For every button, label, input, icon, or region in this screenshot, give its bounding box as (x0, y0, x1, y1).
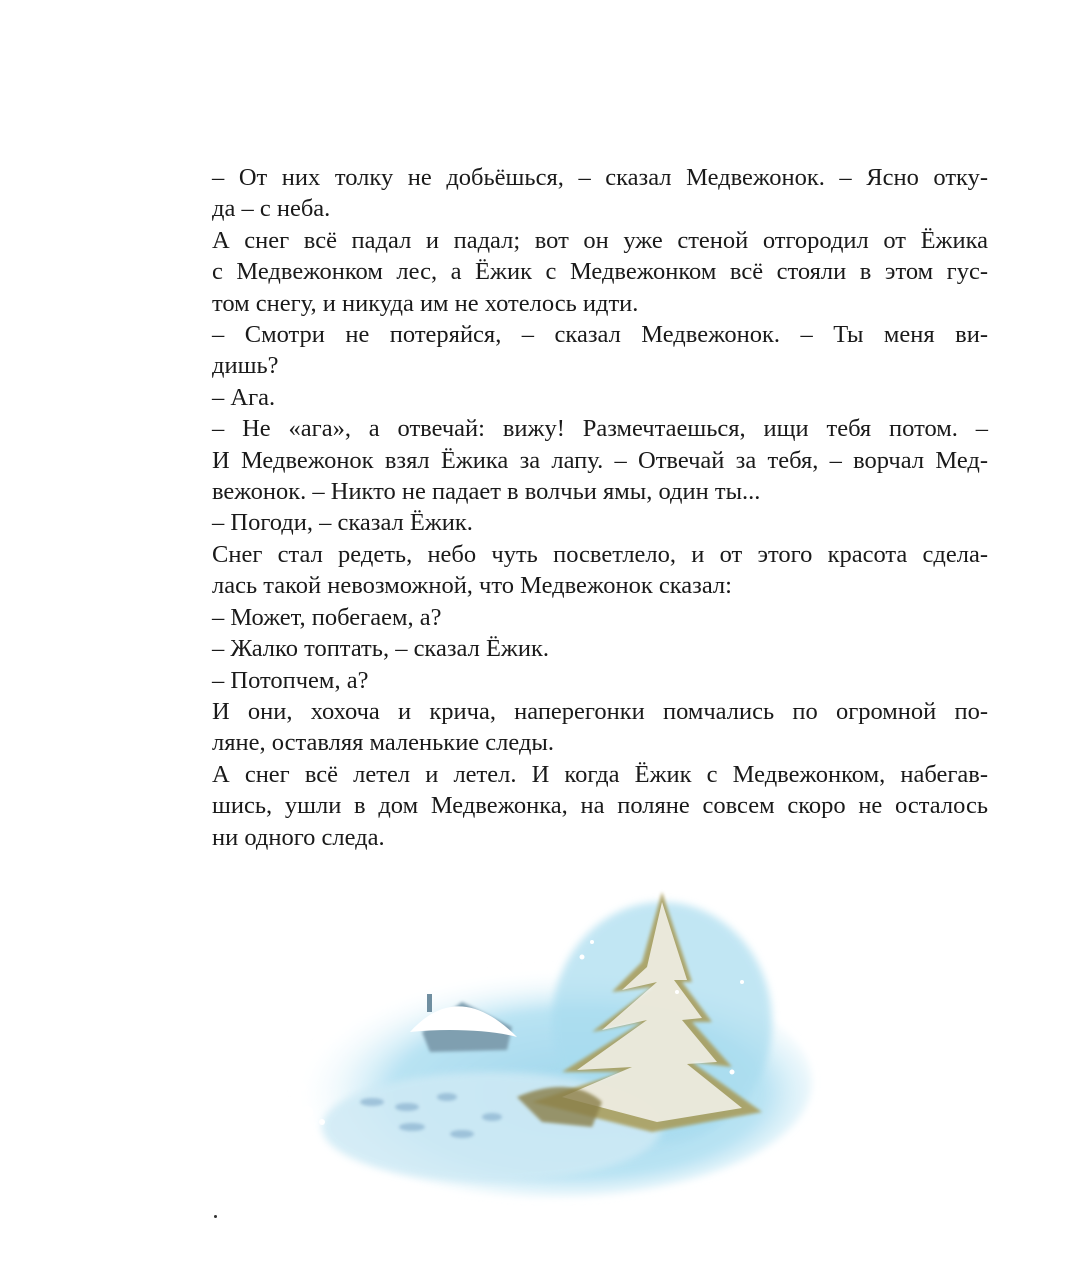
paragraph (212, 759, 988, 853)
story-text (212, 162, 988, 853)
paragraph (212, 602, 988, 633)
text-line: том снегу, и никуда им не хотелось идти. (212, 289, 639, 317)
text-line: – От них толку не добьёшься, – сказал Медвежонок. – Ясно отку- (212, 164, 988, 191)
winter-illustration (262, 872, 822, 1212)
text-line: – Ага. (212, 383, 276, 411)
paragraph (212, 633, 988, 664)
text-line: вежонок. – Никто не падает в волчьи ямы, один ты... (212, 478, 761, 506)
text-line: шись, ушли в дом Медвежонка, на поляне совсем скоро не осталось (212, 792, 988, 820)
text-line: лась такой невозможной, что Медвежонок сказал: (212, 572, 732, 600)
paragraph (212, 507, 988, 538)
text-line: А снег всё падал и падал; вот он уже стеной отгородил от Ёжика (212, 226, 988, 254)
text-line: И Медвежонок взял Ёжика за лапу. – Отвечай за тебя, – ворчал Мед- (212, 446, 988, 474)
paragraph (212, 225, 988, 319)
text-line: с Медвежонком лес, а Ёжик с Медвежонком всё стояли в этом гус- (212, 258, 988, 286)
text-line: дишь? (212, 352, 279, 380)
text-line: да – с неба. (212, 195, 331, 223)
paragraph (212, 696, 988, 759)
text-line: Снег стал редеть, небо чуть посветлело, и от этого красота сдела- (212, 540, 988, 568)
text-line: – Погоди, – сказал Ёжик. (212, 509, 473, 537)
paragraph (212, 382, 988, 413)
page-speck (214, 1215, 217, 1218)
text-line: – Не «ага», а отвечай: вижу! Размечтаешься, ищи тебя потом. – (212, 415, 988, 443)
paragraph (212, 413, 988, 507)
paragraph (212, 319, 988, 382)
text-line: А снег всё летел и летел. И когда Ёжик с Медвежонком, набегав- (212, 760, 988, 788)
text-line: – Смотри не потеряйся, – сказал Медвежонок. – Ты меня ви- (212, 321, 988, 349)
text-line: ляне, оставляя маленькие следы. (212, 729, 555, 757)
text-line: – Жалко топтать, – сказал Ёжик. (212, 635, 549, 663)
paragraph (212, 665, 988, 696)
text-line: – Потопчем, а? (212, 666, 369, 694)
text-line: – Может, побегаем, а? (212, 603, 442, 631)
paragraph (212, 162, 988, 225)
text-line: И они, хохоча и крича, наперегонки помчались по огромной по- (212, 697, 988, 725)
paragraph (212, 539, 988, 602)
text-line: ни одного следа. (212, 823, 385, 851)
